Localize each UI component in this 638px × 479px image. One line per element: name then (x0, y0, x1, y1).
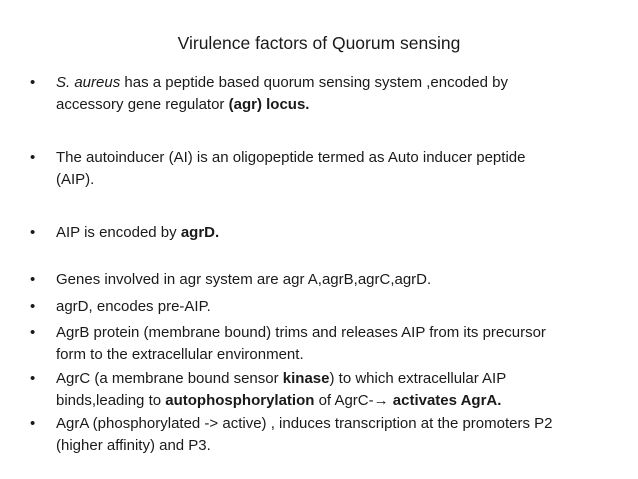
bullet-line (56, 413, 616, 435)
bullet-text (56, 296, 616, 318)
text-run: has a peptide based quorum sensing system ,encoded by (120, 74, 508, 91)
bullet-line (56, 94, 616, 116)
bullet-marker: • (30, 271, 36, 288)
bullet-marker: • (30, 298, 36, 315)
text-run: (AIP). (56, 171, 95, 188)
bullet-marker: • (30, 324, 36, 341)
bullet-line (56, 296, 616, 318)
bullet-line (56, 169, 616, 191)
bullet-text (56, 72, 616, 116)
bullet-line (56, 222, 616, 244)
text-run: (higher affinity) and P3. (56, 437, 211, 454)
slide-title: Virulence factors of Quorum sensing (177, 33, 461, 53)
text-run: AgrB protein (membrane bound) trims and releases AIP from its precursor (56, 324, 546, 341)
text-run: agrD, encodes pre-AIP. (56, 298, 211, 315)
bullet-marker: • (30, 370, 36, 387)
text-run: Genes involved in agr system are agr A,agrB,agrC,agrD. (56, 271, 432, 288)
bullet-line (56, 390, 616, 412)
bullet-line (56, 344, 616, 366)
bullet-line (56, 147, 616, 169)
bold-run: → activates AgrA. (373, 392, 502, 409)
bold-run: kinase (282, 370, 330, 387)
bullet-line (56, 269, 616, 291)
bullet-text (56, 222, 616, 244)
text-run: The autoinducer (AI) is an oligopeptide termed as Auto inducer peptide (56, 149, 526, 166)
bullet-text (56, 147, 616, 191)
italic-run: S. aureus (56, 74, 121, 91)
text-run: ) to which extracellular AIP (329, 370, 507, 387)
text-run: AgrC (a membrane bound sensor (56, 370, 283, 387)
bullet-marker: • (30, 224, 36, 241)
bold-run: autophosphorylation (165, 392, 315, 409)
text-run: AIP is encoded by (56, 224, 181, 241)
text-run: binds,leading to (56, 392, 166, 409)
bold-run: agrD. (180, 224, 220, 241)
text-run: AgrA (phosphorylated -> active) , induces transcription at the promoters P2 (56, 415, 553, 432)
bullet-marker: • (30, 149, 36, 166)
bullet-text (56, 322, 616, 366)
bullet-line (56, 435, 616, 457)
bold-run: (agr) locus. (228, 96, 310, 113)
bullet-text (56, 269, 616, 291)
text-run: of AgrC- (314, 392, 374, 409)
bullet-line (56, 322, 616, 344)
bullet-line (56, 72, 616, 94)
bullet-marker: • (30, 415, 36, 432)
bullet-marker: • (30, 74, 36, 91)
bullet-text (56, 413, 616, 457)
text-run: accessory gene regulator (56, 96, 229, 113)
text-run: form to the extracellular environment. (56, 346, 304, 363)
bullet-line (56, 368, 616, 390)
bullet-text (56, 368, 616, 412)
